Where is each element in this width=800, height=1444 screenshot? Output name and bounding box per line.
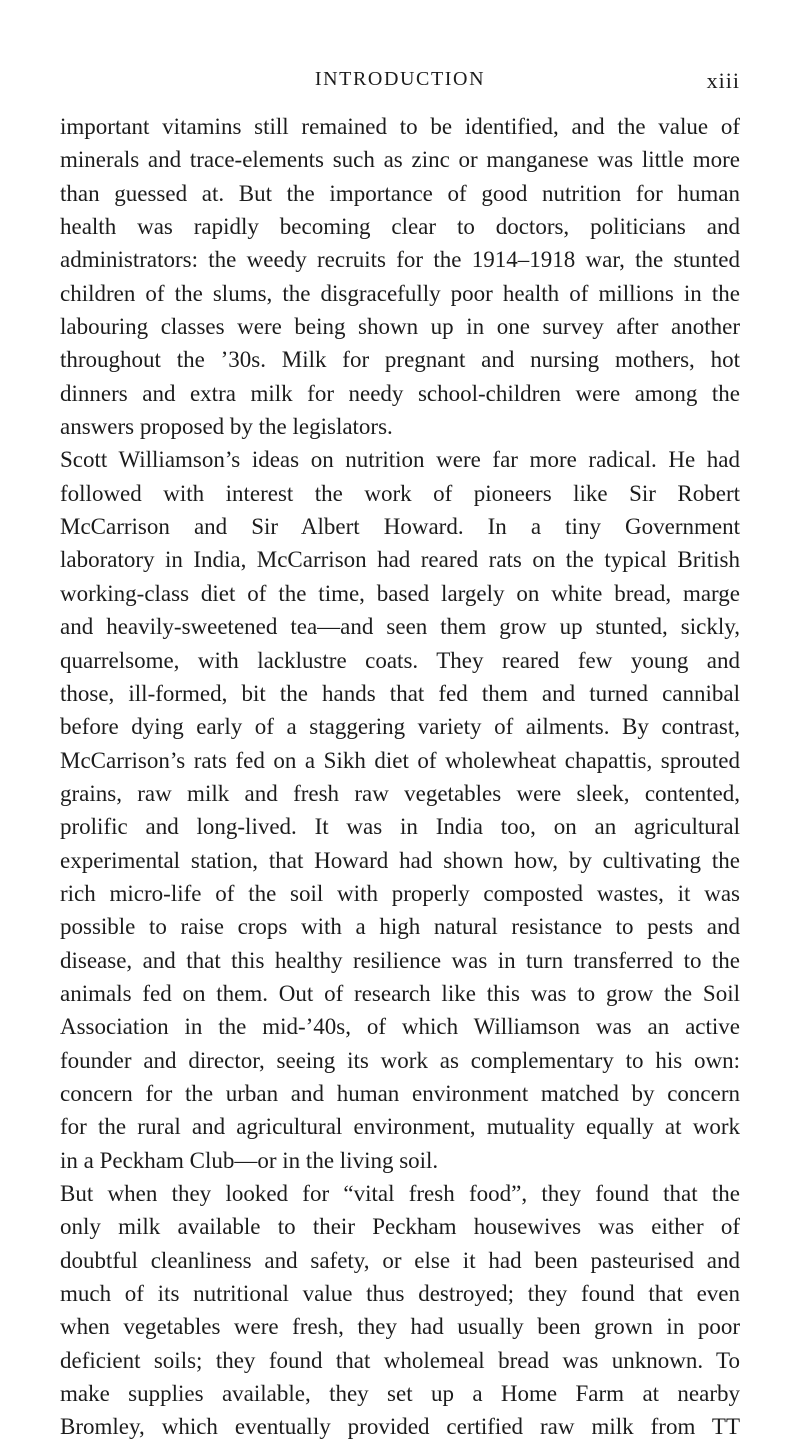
text-line: labouring classes were being shown up in one survey after another	[60, 314, 740, 340]
text-line: working-class diet of the time, based largely on white bread, marge	[60, 580, 740, 606]
text-line: health was rapidly becoming clear to doctors, politicians and	[60, 214, 740, 240]
text-line: McCarrison’s rats fed on a Sikh diet of wholewheat chapattis, sprouted	[60, 747, 740, 773]
text-line: experimental station, that Howard had shown how, by cultivating the	[60, 847, 740, 873]
text-line: animals fed on them. Out of research like this was to grow the Soil	[60, 980, 740, 1006]
text-line: dinners and extra milk for needy school-children were among the	[60, 380, 740, 406]
page-number: xiii	[706, 68, 740, 93]
text-line: for the rural and agricultural environment, mutuality equally at work	[60, 1114, 740, 1140]
text-line: concern for the urban and human environment matched by concern	[60, 1080, 740, 1106]
text-line: But when they looked for “vital fresh food”, they found that the	[60, 1181, 740, 1206]
text-line: answers proposed by the legislators.	[60, 414, 393, 440]
running-header	[60, 68, 740, 100]
text-line: deficient soils; they found that wholemeal bread was unknown. To	[60, 1347, 740, 1373]
chapter-title: INTRODUCTION	[314, 68, 486, 90]
text-line: quarrelsome, with lacklustre coats. They reared few young and	[60, 647, 740, 673]
text-line: much of its nutritional value thus destroyed; they found that even	[60, 1281, 740, 1307]
text-line: when vegetables were fresh, they had usually been grown in poor	[60, 1314, 740, 1340]
text-line: throughout the ’30s. Milk for pregnant and nursing mothers, hot	[60, 347, 740, 373]
text-line: administrators: the weedy recruits for the 1914–1918 war, the stunted	[60, 247, 740, 273]
text-line: laboratory in India, McCarrison had reared rats on the typical British	[60, 547, 740, 573]
body-text	[60, 110, 740, 1444]
text-line: and heavily-sweetened tea—and seen them grow up stunted, sickly,	[60, 614, 740, 640]
text-line: followed with interest the work of pioneers like Sir Robert	[60, 480, 740, 506]
text-line: only milk available to their Peckham housewives was either of	[60, 1214, 740, 1240]
text-line: Scott Williamson’s ideas on nutrition were far more radical. He had	[60, 447, 740, 473]
text-line: rich micro-life of the soil with properly composted wastes, it was	[60, 880, 740, 906]
text-line: disease, and that this healthy resilience was in turn transferred to the	[60, 947, 740, 973]
text-line: founder and director, seeing its work as complementary to his own:	[60, 1047, 740, 1073]
text-line: doubtful cleanliness and safety, or else it had been pasteurised and	[60, 1247, 740, 1273]
text-line: grains, raw milk and fresh raw vegetables were sleek, contented,	[60, 780, 740, 806]
text-line: minerals and trace-elements such as zinc or manganese was little more	[60, 147, 740, 173]
text-line: those, ill-formed, bit the hands that fed them and turned cannibal	[60, 680, 740, 706]
text-line: than guessed at. But the importance of good nutrition for human	[60, 180, 740, 206]
text-line: McCarrison and Sir Albert Howard. In a tiny Government	[60, 514, 740, 540]
text-line: possible to raise crops with a high natural resistance to pests and	[60, 914, 740, 940]
text-line: Association in the mid-’40s, of which Williamson was an active	[60, 1014, 740, 1040]
text-line: children of the slums, the disgracefully poor health of millions in the	[60, 280, 740, 306]
text-line: prolific and long-lived. It was in India too, on an agricultural	[60, 814, 740, 840]
text-line: before dying early of a staggering variety of ailments. By contrast,	[60, 714, 740, 740]
text-line: important vitamins still remained to be identified, and the value of	[60, 114, 740, 139]
text-line: make supplies available, they set up a Home Farm at nearby	[60, 1381, 740, 1407]
text-line: in a Peckham Club—or in the living soil.	[60, 1147, 439, 1173]
text-line: Bromley, which eventually provided certified raw milk from TT	[60, 1414, 740, 1440]
